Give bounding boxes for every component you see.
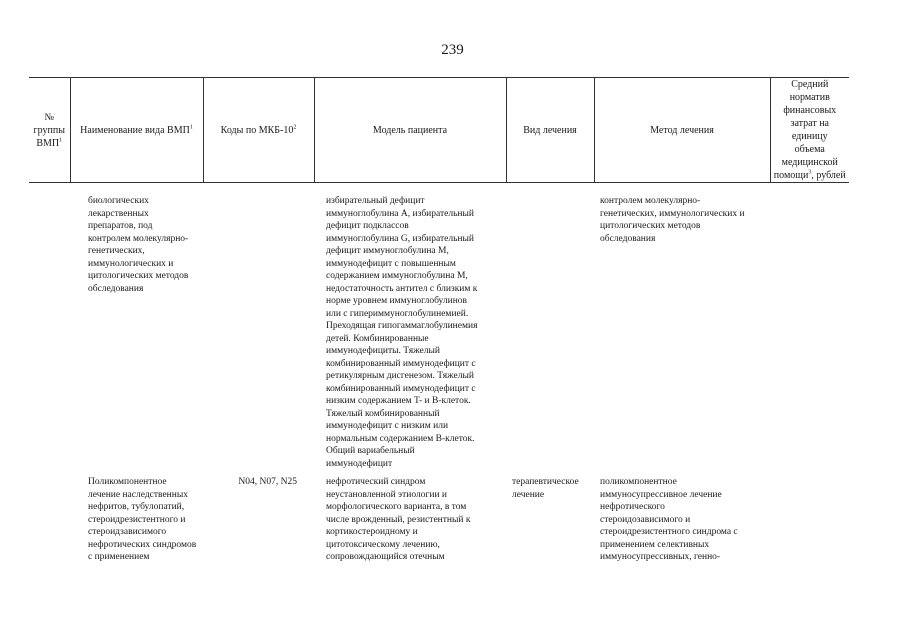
header-group-no — [29, 78, 70, 183]
cell-patient-model-text: избирательный дефицит иммуноглобулина A, избирательный дефицит подклассов иммуноглобулина G, избирательный дефицит иммуноглобулина M, иммунодефицит с повышенным содержанием иммуноглобулина M, недостаточность антител с близким к норме уровнем иммуноглобулинов или с гипериммуноглобулинемией. Преходящая гипогаммаглобулинемия детей. Комбинированные иммунодефициты. Тяжелый комбинированный иммунодефицит с ретикулярным дисгенезом. Тяжелый комбинированный иммунодефицит с низким содержанием T- и B-клеток. Тяжелый комбинированный иммунодефицит с низким или нормальным содержанием B-клеток. Общий вариабельный иммунодефицит — [326, 196, 478, 469]
cell-treatment-type — [506, 183, 594, 471]
cell-cost — [770, 183, 849, 471]
cell-vmp-name — [70, 183, 203, 471]
cell-vmp-name — [70, 470, 203, 564]
cell-treatment-method — [594, 183, 770, 471]
header-patient-model — [314, 78, 506, 183]
header-treatment-type — [506, 78, 594, 183]
header-vmp-name-text: Наименование вида ВМП — [80, 124, 190, 136]
header-treatment-method-text: Метод лечения — [650, 124, 714, 136]
header-icd-codes-text: Коды по МКБ-10 — [220, 124, 294, 136]
vmp-table-container — [29, 77, 849, 564]
cell-treatment-type-text: терапевтическое лечение — [512, 477, 579, 500]
cell-vmp-name-text: Поликомпонентное лечение наследственных нефритов, тубулопатий, стероидрезистентного и стероидзависимого нефротических синдромов с применением — [88, 477, 197, 562]
header-icd-codes — [203, 78, 314, 183]
header-treatment-type-text: Вид лечения — [523, 124, 577, 136]
cell-cost — [770, 470, 849, 564]
table-row — [29, 183, 849, 471]
cell-group — [29, 470, 70, 564]
cell-patient-model — [314, 183, 506, 471]
cell-treatment-method-text: контролем молекулярно- генетических, иммунологических и цитологических методов обследования — [600, 196, 745, 244]
header-icd-codes-sup: 2 — [293, 124, 297, 131]
cell-treatment-type — [506, 470, 594, 564]
cell-icd-codes-text: N04, N07, N25 — [238, 477, 297, 487]
header-vmp-name — [70, 78, 203, 183]
page-number: 239 — [441, 42, 464, 58]
cell-vmp-name-text: биологических лекарственных препаратов, под контролем молекулярно- генетических, иммунологических и цитологических методов обследования — [88, 196, 189, 294]
header-vmp-name-sup: 1 — [189, 124, 193, 131]
cell-patient-model — [314, 470, 506, 564]
table-row — [29, 470, 849, 564]
vmp-table — [29, 77, 849, 564]
header-treatment-method — [594, 78, 770, 183]
header-cost-norm — [770, 78, 849, 183]
header-patient-model-text: Модель пациента — [372, 124, 448, 136]
cell-icd-codes — [203, 183, 314, 471]
header-cost-norm-text: Средний норматив финансовых затрат на единицу объема медицинской помощи — [773, 79, 838, 181]
header-cost-norm-unit: , рублей — [811, 170, 846, 181]
header-group-no-sup: 1 — [59, 137, 63, 144]
cell-group — [29, 183, 70, 471]
cell-patient-model-text: нефротический синдром неустановленной этиологии и морфологического варианта, в том числе врожденный, резистентный к кортикостероидному и цитотоксическому лечению, сопровождающийся отечным — [326, 477, 471, 562]
cell-icd-codes — [203, 470, 314, 564]
header-cost-norm-sup: 3 — [808, 169, 812, 176]
cell-treatment-method-text: поликомпонентное иммуносупрессивное лечение нефротического стероидозависимого и стероидрезистентного синдрома с применением селективных иммуносупрессивных, генно- — [600, 477, 738, 562]
cell-treatment-method — [594, 470, 770, 564]
table-header-row — [29, 78, 849, 183]
header-group-no-text: № группы ВМП — [33, 111, 65, 149]
